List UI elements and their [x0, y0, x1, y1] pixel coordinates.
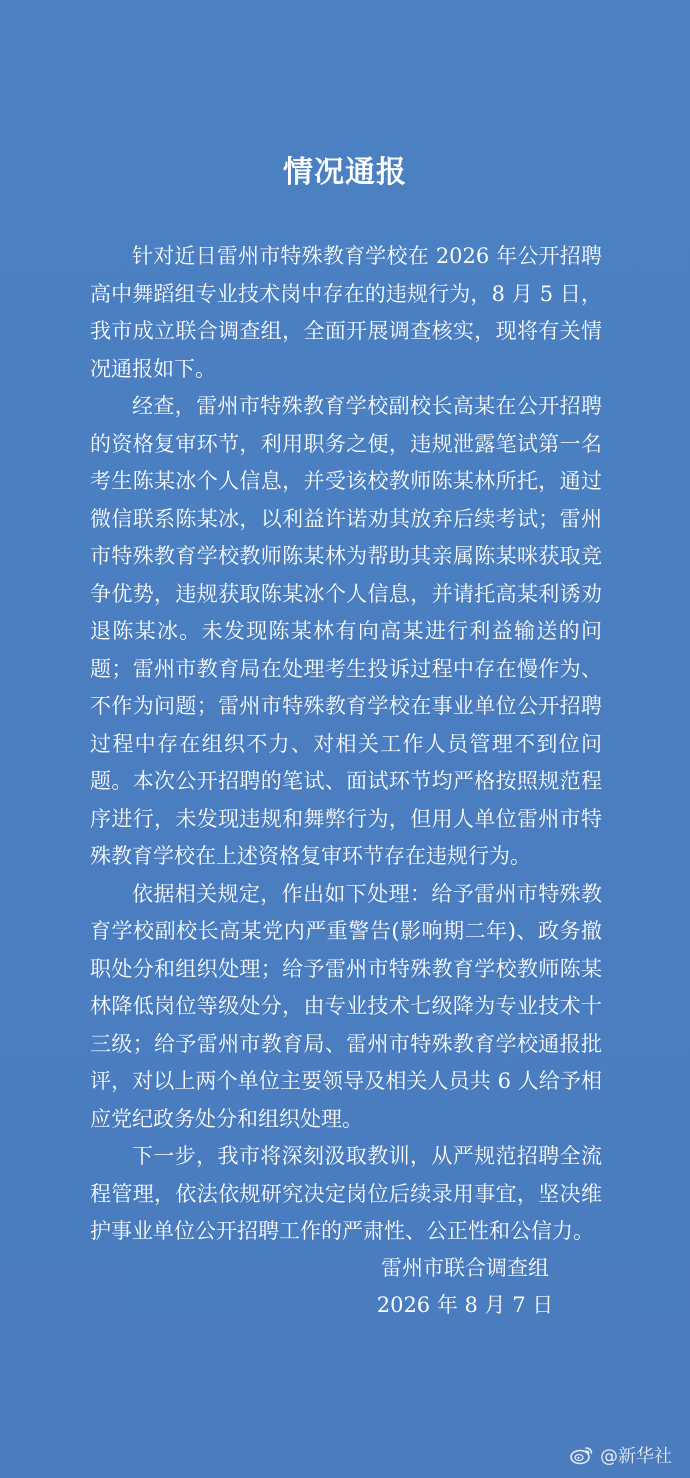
- notice-title: 情况通报: [283, 155, 407, 190]
- paragraph-penalties: 依据相关规定，作出如下处理：给予雷州市特殊教育学校副校长高某党内严重警告(影响期二年)、政务撤职处分和组织处理；给予雷州市特殊教育学校教师陈某林降低岗位等级处分，由专业技术七级降为专业技术十三级；给予雷州市教育局、雷州市特殊教育学校通报批评，对以上两个单位主要领导及相关人员共 6 人给予相应党纪政务处分和组织处理。: [90, 881, 602, 1131]
- signature-date: 2026 年 8 月 7 日: [376, 1293, 554, 1317]
- watermark: [570, 1442, 672, 1468]
- signature-org: 雷州市联合调查组: [381, 1256, 549, 1280]
- paragraph-findings: 经查，雷州市特殊教育学校副校长高某在公开招聘的资格复审环节，利用职务之便，违规泄露笔试第一名考生陈某冰个人信息，并受该校教师陈某林所托，通过微信联系陈某冰，以利益许诺劝其放弃后续考试；雷州市特殊教育学校教师陈某林为帮助其亲属陈某咪获取竞争优势，违规获取陈某冰个人信息，并请托高某利诱劝退陈某冰。未发现陈某林有向高某进行利益输送的问题；雷州市教育局在处理考生投诉过程中存在慢作为、不作为问题；雷州市特殊教育学校在事业单位公开招聘过程中存在组织不力、对相关工作人员管理不到位问题。本次公开招聘的笔试、面试环节均严格按照规范程序进行，未发现违规和舞弊行为，但用人单位雷州市特殊教育学校在上述资格复审环节存在违规行为。: [90, 394, 602, 868]
- paragraph-next-steps: 下一步，我市将深刻汲取教训，从严规范招聘全流程管理，依法依规研究决定岗位后续录用事宜，坚决维护事业单位公开招聘工作的严肃性、公正性和公信力。: [90, 1144, 602, 1243]
- weibo-icon: [570, 1445, 594, 1465]
- signature-block: [360, 1250, 570, 1324]
- watermark-text: @新华社: [600, 1446, 672, 1467]
- notice-body: [90, 238, 602, 1251]
- paragraph-intro: 针对近日雷州市特殊教育学校在 2026 年公开招聘高中舞蹈组专业技术岗中存在的违规行为，8 月 5 日，我市成立联合调查组，全面开展调查核实，现将有关情况通报如下。: [90, 244, 602, 381]
